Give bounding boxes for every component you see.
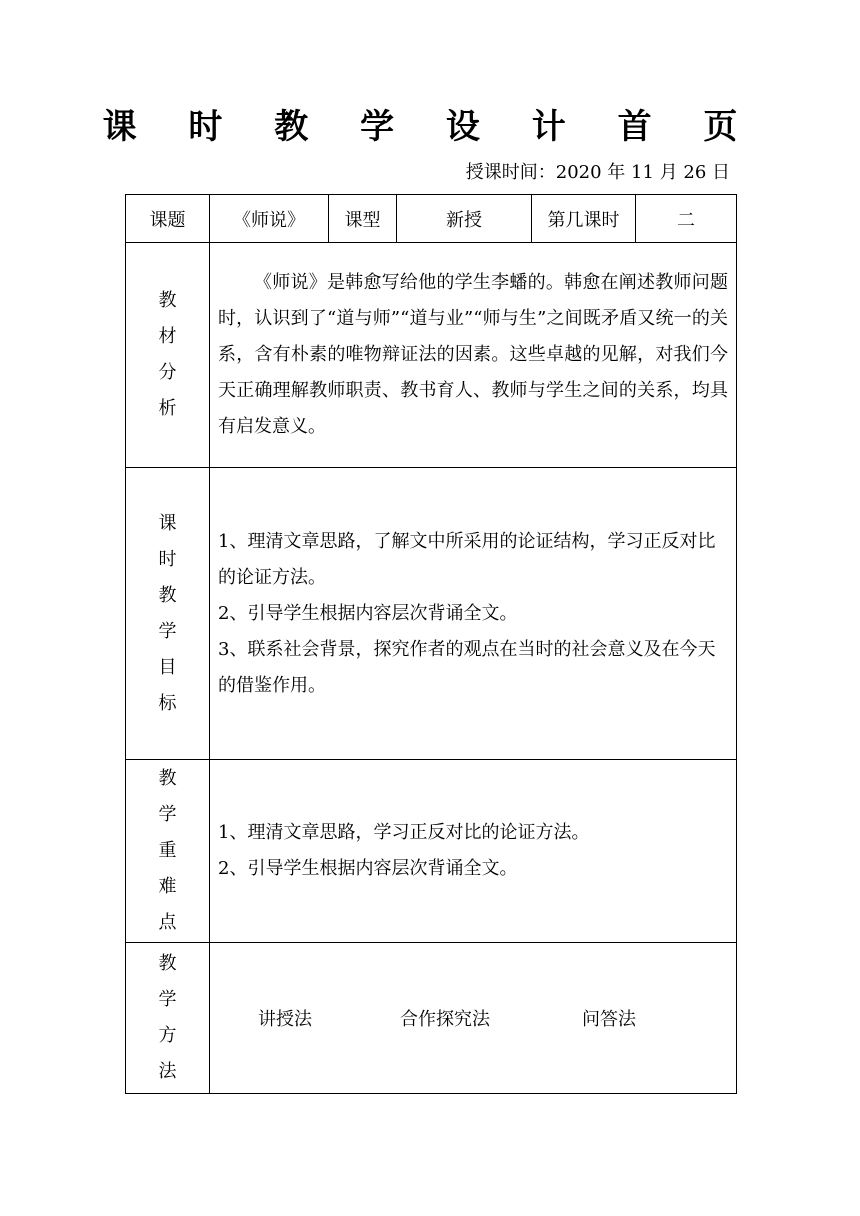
objective-item: 1、理清文章思路，了解文中所采用的论证结构，学习正反对比的论证方法。 — [218, 530, 716, 588]
key-points-row — [126, 760, 737, 943]
analysis-content — [210, 243, 737, 468]
methods-content — [210, 943, 737, 1094]
method-item: 问答法 — [582, 1009, 636, 1030]
topic-label: 课题 — [126, 195, 210, 243]
methods-label: 教 学 方 法 — [126, 943, 210, 1094]
key-point-item: 1、理清文章思路，学习正反对比的论证方法。 — [218, 822, 590, 843]
objective-item: 3、联系社会背景，探究作者的观点在当时的社会意义及在今天的借鉴作用。 — [218, 638, 716, 696]
period-label: 第几课时 — [532, 195, 636, 243]
objectives-content — [210, 468, 737, 760]
key-point-item: 2、引导学生根据内容层次背诵全文。 — [218, 858, 518, 879]
objective-item: 2、引导学生根据内容层次背诵全文。 — [218, 602, 518, 624]
analysis-text: 《师说》是韩愈写给他的学生李蟠的。韩愈在阐述教师问题时，认识到了“道与师”“道与业”“师与生”之间既矛盾又统一的关系，含有朴素的唯物辩证法的因素。这些卓越的见解，对我们今天正确理解教师职责、教书育人、教师与学生之间的关系，均具有启发意义。 — [218, 272, 728, 437]
key-points-content — [210, 760, 737, 943]
lesson-date: 授课时间：2020 年 11 月 26 日 — [465, 162, 730, 183]
analysis-row — [126, 243, 737, 468]
methods-row — [126, 943, 737, 1094]
type-value: 新授 — [397, 195, 532, 243]
analysis-label: 教 材 分 析 — [126, 243, 210, 468]
topic-value: 《师说》 — [210, 195, 329, 243]
method-item: 讲授法 — [258, 1009, 312, 1030]
header-row — [126, 195, 737, 243]
key-points-label: 教 学 重 难 点 — [126, 760, 210, 943]
type-label: 课型 — [329, 195, 397, 243]
method-item: 合作探究法 — [400, 1009, 490, 1030]
page-title: 课 时 教 学 设 计 首 页 — [102, 107, 758, 147]
objectives-row — [126, 468, 737, 760]
objectives-label: 课 时 教 学 目 标 — [126, 468, 210, 760]
lesson-plan-table — [125, 194, 737, 1094]
period-value: 二 — [636, 195, 737, 243]
